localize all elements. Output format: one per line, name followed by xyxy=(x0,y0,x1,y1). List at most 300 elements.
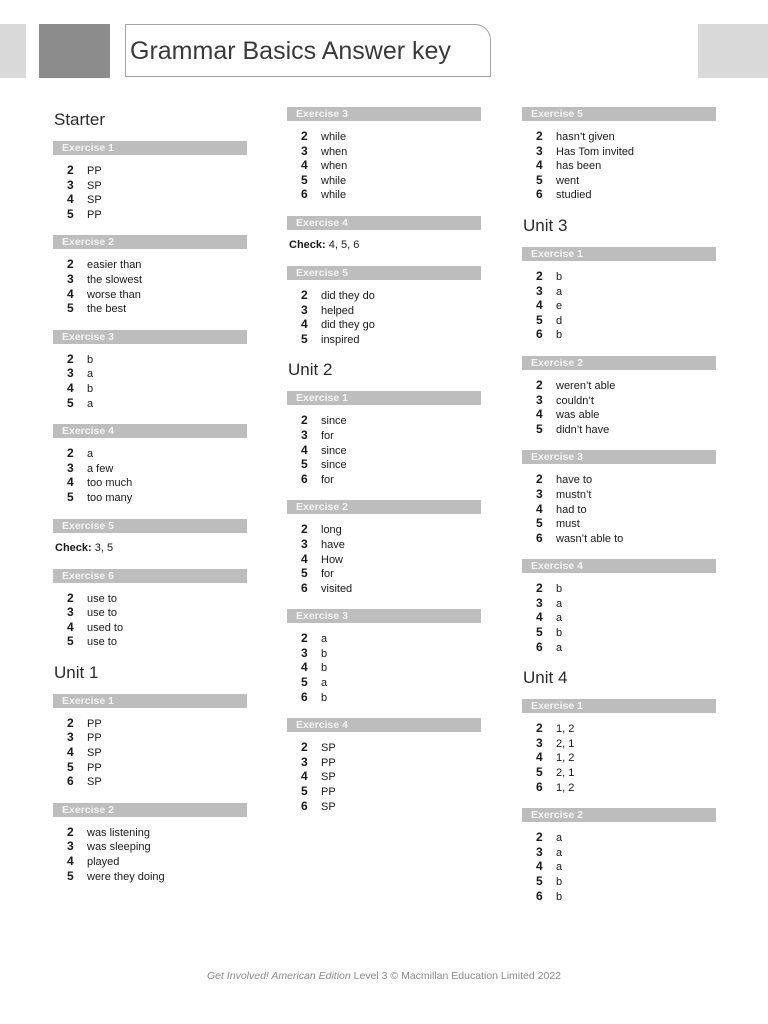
answer-number: 6 xyxy=(536,187,543,202)
answer-number: 3 xyxy=(67,271,74,286)
answer-number: 3 xyxy=(536,735,543,750)
answer-text: weren’t able xyxy=(556,379,616,392)
answer-number: 4 xyxy=(67,192,74,207)
answer-row xyxy=(67,178,247,193)
answer-text: used to xyxy=(87,621,124,634)
answer-column-1 xyxy=(53,107,247,897)
answer-text: for xyxy=(321,473,334,486)
answer-text: 1, 2 xyxy=(556,723,575,736)
answer-row xyxy=(301,537,481,552)
answer-text: use to xyxy=(87,636,117,649)
answer-text: SP xyxy=(321,771,336,784)
answer-row xyxy=(301,173,481,188)
answer-number: 3 xyxy=(536,392,543,407)
answer-text: b xyxy=(556,890,563,903)
answer-text: use to xyxy=(87,607,117,620)
answer-number: 4 xyxy=(536,501,543,516)
answer-text: e xyxy=(556,300,563,313)
answer-text: How xyxy=(321,553,344,566)
answer-row xyxy=(536,187,716,202)
answer-column-2 xyxy=(287,107,481,827)
answer-text: b xyxy=(87,353,94,366)
answer-number: 4 xyxy=(301,660,308,675)
answer-text: didn’t have xyxy=(556,423,610,436)
answer-number: 2 xyxy=(536,268,543,283)
exercise-heading: Exercise 4 xyxy=(287,718,481,732)
answer-number: 4 xyxy=(301,317,308,332)
answer-number: 2 xyxy=(536,377,543,392)
answer-number: 3 xyxy=(67,177,74,192)
answer-number: 4 xyxy=(536,298,543,313)
answer-list xyxy=(287,288,481,346)
exercise-heading: Exercise 3 xyxy=(287,107,481,121)
answer-number: 4 xyxy=(301,158,308,173)
answer-number: 6 xyxy=(536,779,543,794)
answer-text: b xyxy=(321,647,328,660)
answer-row xyxy=(301,317,481,332)
answer-number: 5 xyxy=(67,301,74,316)
exercise-heading: Exercise 2 xyxy=(287,500,481,514)
right-header-tab xyxy=(698,24,768,78)
answer-row xyxy=(301,784,481,799)
answer-number: 6 xyxy=(301,580,308,595)
answer-row xyxy=(301,288,481,303)
answer-row xyxy=(67,352,247,367)
answer-row xyxy=(536,516,716,531)
answer-row xyxy=(301,129,481,144)
answer-number: 3 xyxy=(301,427,308,442)
footer-text: Level 3 © Macmillan Education Limited 2022 xyxy=(350,970,562,982)
answer-number: 3 xyxy=(67,730,74,745)
answer-row xyxy=(301,552,481,567)
answer-row xyxy=(67,192,247,207)
answer-row xyxy=(301,740,481,755)
answer-list xyxy=(522,378,716,436)
answer-row xyxy=(67,272,247,287)
answer-text: hasn’t given xyxy=(556,131,615,143)
answer-number: 5 xyxy=(67,868,74,883)
answer-number: 4 xyxy=(67,619,74,634)
answer-row xyxy=(536,531,716,546)
answer-row xyxy=(301,631,481,646)
answer-text: SP xyxy=(321,742,336,755)
answer-number: 6 xyxy=(301,471,308,486)
exercise-heading: Exercise 1 xyxy=(522,247,716,261)
answer-number: 4 xyxy=(67,380,74,395)
answer-number: 2 xyxy=(536,581,543,596)
answer-row xyxy=(536,765,716,780)
answer-number: 3 xyxy=(301,302,308,317)
exercise-heading: Exercise 1 xyxy=(287,391,481,405)
answer-number: 2 xyxy=(67,351,74,366)
check-answer xyxy=(289,238,481,252)
answer-text: SP xyxy=(321,800,336,813)
answer-text: a xyxy=(556,612,563,625)
answer-row xyxy=(67,257,247,272)
answer-row xyxy=(67,475,247,490)
answer-text: helped xyxy=(321,304,355,317)
answer-text: for xyxy=(321,429,334,442)
answer-row xyxy=(301,690,481,705)
answer-row xyxy=(67,396,247,411)
answer-text: a xyxy=(556,846,563,859)
answer-list xyxy=(287,740,481,813)
answer-list xyxy=(522,581,716,654)
answer-text: since xyxy=(321,415,347,428)
check-label: Check: xyxy=(289,238,326,251)
answer-number: 2 xyxy=(67,163,74,177)
answer-text: was sleeping xyxy=(87,841,151,854)
answer-row xyxy=(301,413,481,428)
answer-number: 5 xyxy=(536,516,543,531)
answer-list xyxy=(53,591,247,649)
answer-number: 6 xyxy=(67,774,74,789)
answer-row xyxy=(536,859,716,874)
exercise-heading: Exercise 4 xyxy=(53,424,247,438)
answer-row xyxy=(536,721,716,736)
answer-row xyxy=(301,566,481,581)
answer-text: did they do xyxy=(321,289,375,302)
answer-row xyxy=(536,407,716,422)
exercise-heading: Exercise 6 xyxy=(53,569,247,583)
answer-text: PP xyxy=(321,756,336,769)
exercise-heading: Exercise 4 xyxy=(287,216,481,230)
answer-number: 3 xyxy=(67,605,74,620)
exercise-heading: Exercise 1 xyxy=(522,699,716,713)
answer-text: have xyxy=(321,538,345,551)
answer-row xyxy=(67,774,247,789)
answer-row xyxy=(301,472,481,487)
answer-row xyxy=(301,522,481,537)
answer-text: a xyxy=(87,368,94,381)
answer-number: 4 xyxy=(67,854,74,869)
answer-row xyxy=(301,660,481,675)
answer-row xyxy=(536,298,716,313)
answer-list xyxy=(522,721,716,794)
answer-text: PP xyxy=(87,717,102,730)
answer-row xyxy=(536,327,716,342)
answer-number: 3 xyxy=(536,844,543,859)
answer-text: PP xyxy=(321,786,336,799)
answer-number: 5 xyxy=(536,312,543,327)
answer-number: 5 xyxy=(67,634,74,649)
answer-text: have to xyxy=(556,474,593,487)
answer-text: a xyxy=(87,397,94,410)
answer-list xyxy=(287,413,481,486)
answer-row xyxy=(67,301,247,316)
answer-number: 5 xyxy=(301,172,308,187)
answer-list xyxy=(522,269,716,342)
answer-row xyxy=(536,269,716,284)
answer-number: 5 xyxy=(301,457,308,472)
answer-row xyxy=(536,625,716,640)
answer-list xyxy=(522,472,716,545)
answer-row xyxy=(67,620,247,635)
answer-text: b xyxy=(321,691,328,704)
check-label: Check: xyxy=(55,541,92,554)
exercise-heading: Exercise 5 xyxy=(522,107,716,121)
check-answer xyxy=(55,541,247,555)
answer-text: while xyxy=(321,131,347,143)
answer-number: 3 xyxy=(536,143,543,158)
answer-row xyxy=(301,428,481,443)
answer-text: has been xyxy=(556,160,602,173)
answer-text: SP xyxy=(87,776,102,789)
answer-row xyxy=(536,610,716,625)
answer-row xyxy=(536,581,716,596)
answer-row xyxy=(67,381,247,396)
answer-text: PP xyxy=(87,165,102,177)
answer-text: had to xyxy=(556,503,587,516)
answer-row xyxy=(67,730,247,745)
answer-number: 3 xyxy=(536,486,543,501)
answer-row xyxy=(536,750,716,765)
answer-number: 5 xyxy=(536,172,543,187)
answer-text: long xyxy=(321,524,342,537)
answer-number: 2 xyxy=(301,631,308,646)
answer-row xyxy=(301,457,481,472)
answer-row xyxy=(536,780,716,795)
answer-text: 2, 1 xyxy=(556,767,575,780)
answer-row xyxy=(536,502,716,517)
answer-text: b xyxy=(556,876,563,888)
answer-number: 6 xyxy=(301,187,308,202)
answer-number: 2 xyxy=(301,129,308,143)
answer-list xyxy=(53,446,247,504)
answer-number: 2 xyxy=(67,446,74,461)
answer-number: 5 xyxy=(536,874,543,888)
answer-row xyxy=(301,158,481,173)
answer-row xyxy=(301,187,481,202)
answer-number: 3 xyxy=(301,143,308,158)
answer-text: SP xyxy=(87,179,102,192)
answer-row xyxy=(67,634,247,649)
answer-row xyxy=(301,443,481,458)
answer-text: a xyxy=(556,597,563,610)
answer-row xyxy=(301,303,481,318)
answer-text: mustn’t xyxy=(556,488,592,501)
unit-heading: Starter xyxy=(54,110,106,129)
answer-row xyxy=(536,313,716,328)
answer-number: 2 xyxy=(536,129,543,143)
answer-text: while xyxy=(321,189,347,202)
answer-number: 2 xyxy=(67,824,74,839)
answer-row xyxy=(536,830,716,845)
unit-heading: Unit 2 xyxy=(288,360,333,380)
answer-number: 3 xyxy=(536,283,543,298)
answer-text: the best xyxy=(87,303,127,316)
answer-number: 5 xyxy=(301,331,308,346)
answer-row xyxy=(536,422,716,437)
answer-row xyxy=(67,490,247,505)
answer-number: 4 xyxy=(536,859,543,874)
exercise-heading: Exercise 1 xyxy=(53,141,247,155)
answer-text: a xyxy=(556,861,563,874)
answer-number: 4 xyxy=(67,745,74,760)
answer-text: SP xyxy=(87,194,102,207)
answer-number: 4 xyxy=(301,769,308,784)
answer-number: 5 xyxy=(536,625,543,640)
answer-row xyxy=(536,889,716,904)
answer-text: visited xyxy=(321,582,353,595)
answer-row xyxy=(67,854,247,869)
answer-number: 4 xyxy=(301,551,308,566)
answer-row xyxy=(67,716,247,731)
answer-row xyxy=(536,158,716,173)
answer-number: 4 xyxy=(536,158,543,173)
exercise-heading: Exercise 4 xyxy=(522,559,716,573)
unit-heading: Unit 3 xyxy=(523,215,568,235)
answer-row xyxy=(301,769,481,784)
answer-row xyxy=(301,755,481,770)
answer-row xyxy=(536,173,716,188)
answer-number: 5 xyxy=(301,784,308,799)
answer-text: PP xyxy=(87,761,102,774)
answer-number: 2 xyxy=(67,590,74,605)
exercise-heading: Exercise 2 xyxy=(522,356,716,370)
answer-text: played xyxy=(87,856,120,869)
answer-row xyxy=(301,581,481,596)
answer-list xyxy=(522,129,716,202)
answer-number: 6 xyxy=(536,888,543,903)
exercise-heading: Exercise 5 xyxy=(287,266,481,280)
answer-row xyxy=(67,461,247,476)
answer-row xyxy=(67,605,247,620)
answer-row xyxy=(536,640,716,655)
answer-row xyxy=(67,760,247,775)
answer-text: while xyxy=(321,174,347,187)
exercise-heading: Exercise 1 xyxy=(53,694,247,708)
answer-text: for xyxy=(321,568,334,581)
answer-row xyxy=(536,736,716,751)
answer-list xyxy=(53,257,247,315)
answer-text: a xyxy=(321,633,328,646)
answer-number: 3 xyxy=(536,595,543,610)
answer-number: 3 xyxy=(301,645,308,660)
page-footer xyxy=(0,970,768,982)
left-header-tab xyxy=(0,24,26,78)
page-title: Grammar Basics Answer key xyxy=(130,37,451,65)
answer-row xyxy=(67,591,247,606)
answer-text: b xyxy=(556,583,563,596)
answer-text: inspired xyxy=(321,333,360,346)
answer-text: a xyxy=(87,448,94,461)
answer-row xyxy=(67,869,247,884)
answer-number: 4 xyxy=(536,750,543,765)
answer-number: 4 xyxy=(301,442,308,457)
answer-number: 2 xyxy=(301,740,308,755)
answer-number: 6 xyxy=(536,530,543,545)
unit-heading: Unit 4 xyxy=(523,668,568,688)
answer-text: a xyxy=(556,285,563,298)
answer-text: when xyxy=(321,145,348,158)
answer-row xyxy=(301,799,481,814)
answer-text: when xyxy=(321,160,348,173)
answer-list xyxy=(287,129,481,202)
answer-text: PP xyxy=(87,732,102,745)
answer-number: 2 xyxy=(67,257,74,272)
answer-number: 6 xyxy=(301,798,308,813)
answer-row xyxy=(536,472,716,487)
answer-row xyxy=(536,596,716,611)
check-values: 4, 5, 6 xyxy=(325,238,360,251)
answer-number: 5 xyxy=(301,675,308,690)
exercise-heading: Exercise 3 xyxy=(287,609,481,623)
answer-list xyxy=(287,631,481,704)
answer-text: b xyxy=(556,329,563,342)
answer-number: 5 xyxy=(536,765,543,780)
answer-number: 3 xyxy=(67,839,74,854)
answer-text: a xyxy=(556,641,563,654)
answer-text: b xyxy=(321,662,328,675)
answer-text: too many xyxy=(87,491,133,504)
exercise-heading: Exercise 2 xyxy=(53,803,247,817)
answer-number: 5 xyxy=(301,566,308,581)
answer-list xyxy=(522,830,716,903)
answer-list xyxy=(287,522,481,595)
answer-text: a xyxy=(556,832,563,845)
answer-text: PP xyxy=(87,208,102,221)
answer-text: wasn’t able to xyxy=(556,532,624,545)
answer-number: 2 xyxy=(301,522,308,537)
exercise-heading: Exercise 3 xyxy=(522,450,716,464)
answer-text: studied xyxy=(556,189,592,202)
answer-row xyxy=(536,487,716,502)
answer-number: 5 xyxy=(536,421,543,436)
answer-text: since xyxy=(321,459,347,472)
answer-text: b xyxy=(87,382,94,395)
answer-text: went xyxy=(556,174,580,187)
answer-list xyxy=(53,716,247,789)
answer-row xyxy=(536,284,716,299)
footer-italic: Get Involved! American Edition xyxy=(206,970,351,982)
exercise-heading: Exercise 5 xyxy=(53,519,247,533)
answer-row xyxy=(67,163,247,178)
answer-list xyxy=(53,163,247,221)
answer-list xyxy=(53,825,247,883)
answer-row xyxy=(536,129,716,144)
answer-number: 3 xyxy=(301,754,308,769)
answer-number: 2 xyxy=(301,413,308,428)
answer-row xyxy=(536,874,716,889)
answer-text: couldn’t xyxy=(556,394,594,407)
answer-text: a xyxy=(321,677,328,690)
answer-number: 2 xyxy=(301,287,308,302)
answer-text: was able xyxy=(556,409,600,422)
answer-number: 2 xyxy=(536,830,543,845)
answer-text: easier than xyxy=(87,259,142,272)
answer-row xyxy=(536,144,716,159)
answer-number: 2 xyxy=(536,472,543,487)
answer-number: 4 xyxy=(536,407,543,422)
answer-text: since xyxy=(321,444,347,457)
answer-text: b xyxy=(556,627,563,640)
answer-row xyxy=(301,675,481,690)
answer-row xyxy=(301,646,481,661)
answer-row xyxy=(67,207,247,222)
answer-number: 3 xyxy=(301,536,308,551)
answer-row xyxy=(301,144,481,159)
answer-text: too much xyxy=(87,477,133,490)
exercise-heading: Exercise 3 xyxy=(53,330,247,344)
answer-row xyxy=(67,287,247,302)
answer-number: 6 xyxy=(536,327,543,342)
answer-text: did they go xyxy=(321,319,375,332)
check-values: 3, 5 xyxy=(91,541,114,554)
answer-row xyxy=(536,393,716,408)
answer-text: SP xyxy=(87,747,102,760)
answer-row xyxy=(67,825,247,840)
